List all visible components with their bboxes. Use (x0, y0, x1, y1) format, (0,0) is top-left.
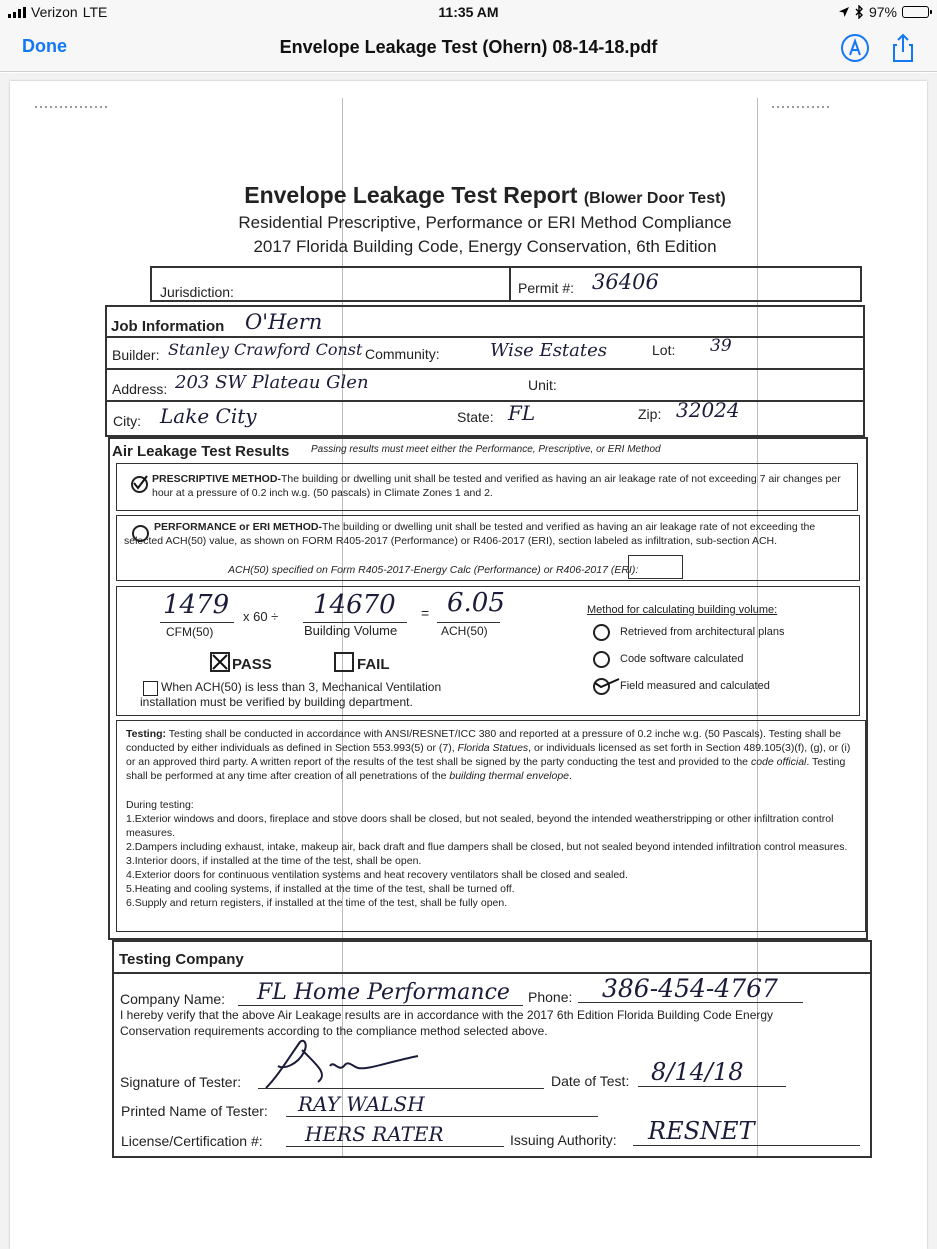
results-note: Passing results must meet either the Performance, Prescriptive, or ERI Method (311, 444, 661, 455)
performance-text (124, 520, 842, 548)
during-testing-label: During testing: (126, 799, 194, 811)
underline (238, 1005, 523, 1006)
method-radio-plans[interactable] (593, 624, 610, 641)
divider (509, 266, 511, 302)
lot-label: Lot: (652, 342, 676, 358)
testing-rule: 1.Exterior windows and doors, fireplace and stove doors shall be closed, but not sealed, beyond the intended weatherstripping or other infiltration control measures. (126, 813, 834, 839)
form-subtitle-1: Residential Prescriptive, Performance or ERI Method Compliance (238, 213, 732, 232)
jurisdiction-label: Jurisdiction: (160, 284, 234, 300)
city-value: Lake City (160, 404, 257, 428)
volume-value: 14670 (313, 590, 396, 620)
underline (638, 1086, 786, 1087)
authority-label: Issuing Authority: (510, 1132, 617, 1148)
times-60-operator: x 60 ÷ (243, 609, 279, 624)
mech-vent-text-1: When ACH(50) is less than 3, Mechanical Ventilation (161, 680, 442, 694)
method-opt-plans: Retrieved from architectural plans (620, 626, 785, 638)
cfm-value: 1479 (163, 590, 230, 620)
performance-title: PERFORMANCE or ERI METHOD- (154, 521, 322, 533)
license-label: License/Certification #: (121, 1133, 263, 1149)
address-label: Address: (112, 381, 168, 397)
pass-label: PASS (232, 656, 272, 673)
job-info-label: Job Information (111, 318, 225, 335)
prescriptive-text (152, 472, 844, 500)
testing-text-3: . Testing shall be performed at any time after creation of all penetrations of the (126, 756, 846, 782)
testing-rule: 5.Heating and cooling systems, if installed at the time of the test, shall be turned off. (126, 883, 515, 895)
builder-label: Builder: (112, 347, 160, 363)
network-label: LTE (82, 4, 108, 20)
checkmark-icon (591, 673, 621, 695)
form-subtitle-2: 2017 Florida Building Code, Energy Conservation, 6th Edition (253, 237, 717, 256)
underline (286, 1116, 598, 1117)
community-value: Wise Estates (490, 340, 608, 361)
printed-name-value: RAY WALSH (298, 1092, 425, 1116)
company-name-value: FL Home Performance (257, 980, 510, 1005)
document-title: Envelope Leakage Test (Ohern) 08-14-18.pdf (279, 37, 658, 57)
unit-label: Unit: (528, 377, 557, 393)
results-heading: Air Leakage Test Results (112, 443, 290, 460)
testing-text-2: , or individuals licensed as set forth in Section 489.105(3)(f), (g), or (i) or an approved third party. A written report of the results of the test shall be signed by the party conducting the test and provided to the (126, 742, 851, 768)
testing-paragraph (126, 727, 862, 783)
underline (578, 1002, 803, 1003)
battery-percent: 97% (868, 4, 897, 20)
method-heading: Method for calculating building volume: (587, 604, 778, 616)
job-info-value: O'Hern (245, 310, 323, 334)
carrier-label: Verizon (31, 4, 78, 20)
printed-name-label: Printed Name of Tester: (121, 1103, 268, 1119)
ach-label: ACH(50) (441, 624, 488, 638)
done-button[interactable]: Done (22, 36, 67, 56)
checkmark-icon (129, 472, 151, 494)
testing-rules (126, 798, 862, 910)
form-title (200, 182, 770, 209)
ach-spec-label: ACH(50) specified on Form R405-2017-Energy Calc (Performance) or R406-2017 (ERI): (228, 564, 639, 576)
mech-vent-text-2: installation must be verified by building department. (140, 695, 413, 709)
signature-image (258, 1036, 428, 1092)
date-value: 8/14/18 (651, 1058, 744, 1086)
license-value: HERS RATER (305, 1122, 444, 1146)
state-value: FL (508, 401, 536, 425)
method-radio-software[interactable] (593, 651, 610, 668)
form-title-sub: (Blower Door Test) (583, 190, 726, 207)
underline (286, 1146, 504, 1147)
underline (437, 622, 500, 623)
verify-text-1: I hereby verify that the above Air Leakage results are in accordance with the 2017 6th Edition Florida Building Code Energy (120, 1008, 774, 1022)
scan-mark (772, 106, 832, 108)
permit-label: Permit #: (518, 280, 575, 296)
fail-checkbox[interactable] (334, 652, 354, 672)
address-value: 203 SW Plateau Glen (175, 372, 369, 393)
mech-vent-checkbox[interactable] (143, 681, 158, 696)
method-opt-field: Field measured and calculated (620, 680, 770, 692)
authority-value: RESNET (648, 1117, 755, 1145)
performance-body: The building or dwelling unit shall be tested and verified as having an air leakage rate of not exceeding the selected ACH(50) value, as shown on FORM R405-2017 (Performance) or R406-2017 (ERI), section labeled as infiltration, sub-section ACH. (124, 521, 816, 547)
divider (105, 368, 865, 370)
builder-value: Stanley Crawford Const (168, 340, 363, 359)
state-label: State: (457, 409, 494, 425)
testing-rule: 2.Dampers including exhaust, intake, makeup air, back draft and flue dampers shall be closed, but not sealed beyond intended infiltration control measures. (126, 841, 848, 853)
testing-text-4: . (569, 770, 572, 782)
community-label: Community: (365, 346, 440, 362)
method-opt-software: Code software calculated (620, 653, 744, 665)
underline (258, 1088, 544, 1089)
verify-text-2: Conservation requirements according to the compliance method selected above. (120, 1024, 548, 1038)
date-label: Date of Test: (551, 1073, 630, 1089)
lot-value: 39 (710, 336, 732, 356)
fail-label: FAIL (357, 656, 390, 673)
testing-italic-1: Florida Statues (457, 742, 529, 754)
testing-company-heading: Testing Company (119, 951, 244, 968)
testing-italic-2: code official (750, 756, 807, 768)
ach-spec-field[interactable] (628, 555, 683, 579)
scan-mark (35, 106, 110, 108)
testing-rule: 3.Interior doors, if installed at the time of the test, shall be open. (126, 855, 422, 867)
prescriptive-title: PRESCRIPTIVE METHOD- (152, 473, 281, 485)
testing-bold: Testing: (126, 728, 167, 740)
testing-text-1: Testing shall be conducted in accordance with ANSI/RESNET/ICC 380 and reported at a pressure of 0.2 inche w.g. (50 Pascals). Testing shall be conducted by either individuals as defined in Section 553.993(5) or (7), (126, 728, 841, 754)
divider (105, 336, 865, 338)
testing-rule: 4.Exterior doors for continuous ventilation systems and heat recovery ventilators shall be closed and sealed. (126, 869, 628, 881)
x-mark-icon (210, 652, 230, 672)
cfm-label: CFM(50) (166, 625, 214, 639)
ach-value: 6.05 (447, 588, 505, 618)
jurisdiction-row (150, 266, 862, 302)
phone-value: 386-454-4767 (602, 974, 778, 1003)
underline (633, 1145, 860, 1146)
zip-value: 32024 (676, 398, 740, 422)
phone-label: Phone: (528, 989, 573, 1005)
underline (160, 622, 234, 623)
form-title-text: Envelope Leakage Test Report (244, 182, 578, 208)
permit-value: 36406 (592, 270, 659, 294)
testing-italic-3: building thermal envelope (449, 770, 570, 782)
divider (105, 400, 865, 402)
city-label: City: (113, 413, 141, 429)
volume-label: Building Volume (304, 623, 398, 638)
testing-rule: 6.Supply and return registers, if installed at the time of the test, shall be fully open. (126, 897, 508, 909)
prescriptive-body: The building or dwelling unit shall be tested and verified as having an air leakage rate of not exceeding 7 air changes per hour at a pressure of 0.2 inch w.g. (50 pascals) in Climate Zones 1 and 2. (152, 473, 841, 499)
signature-label: Signature of Tester: (120, 1074, 242, 1090)
clock: 11:35 AM (438, 4, 499, 20)
zip-label: Zip: (638, 406, 662, 422)
company-name-label: Company Name: (120, 991, 226, 1007)
equals-operator: = (421, 605, 430, 621)
